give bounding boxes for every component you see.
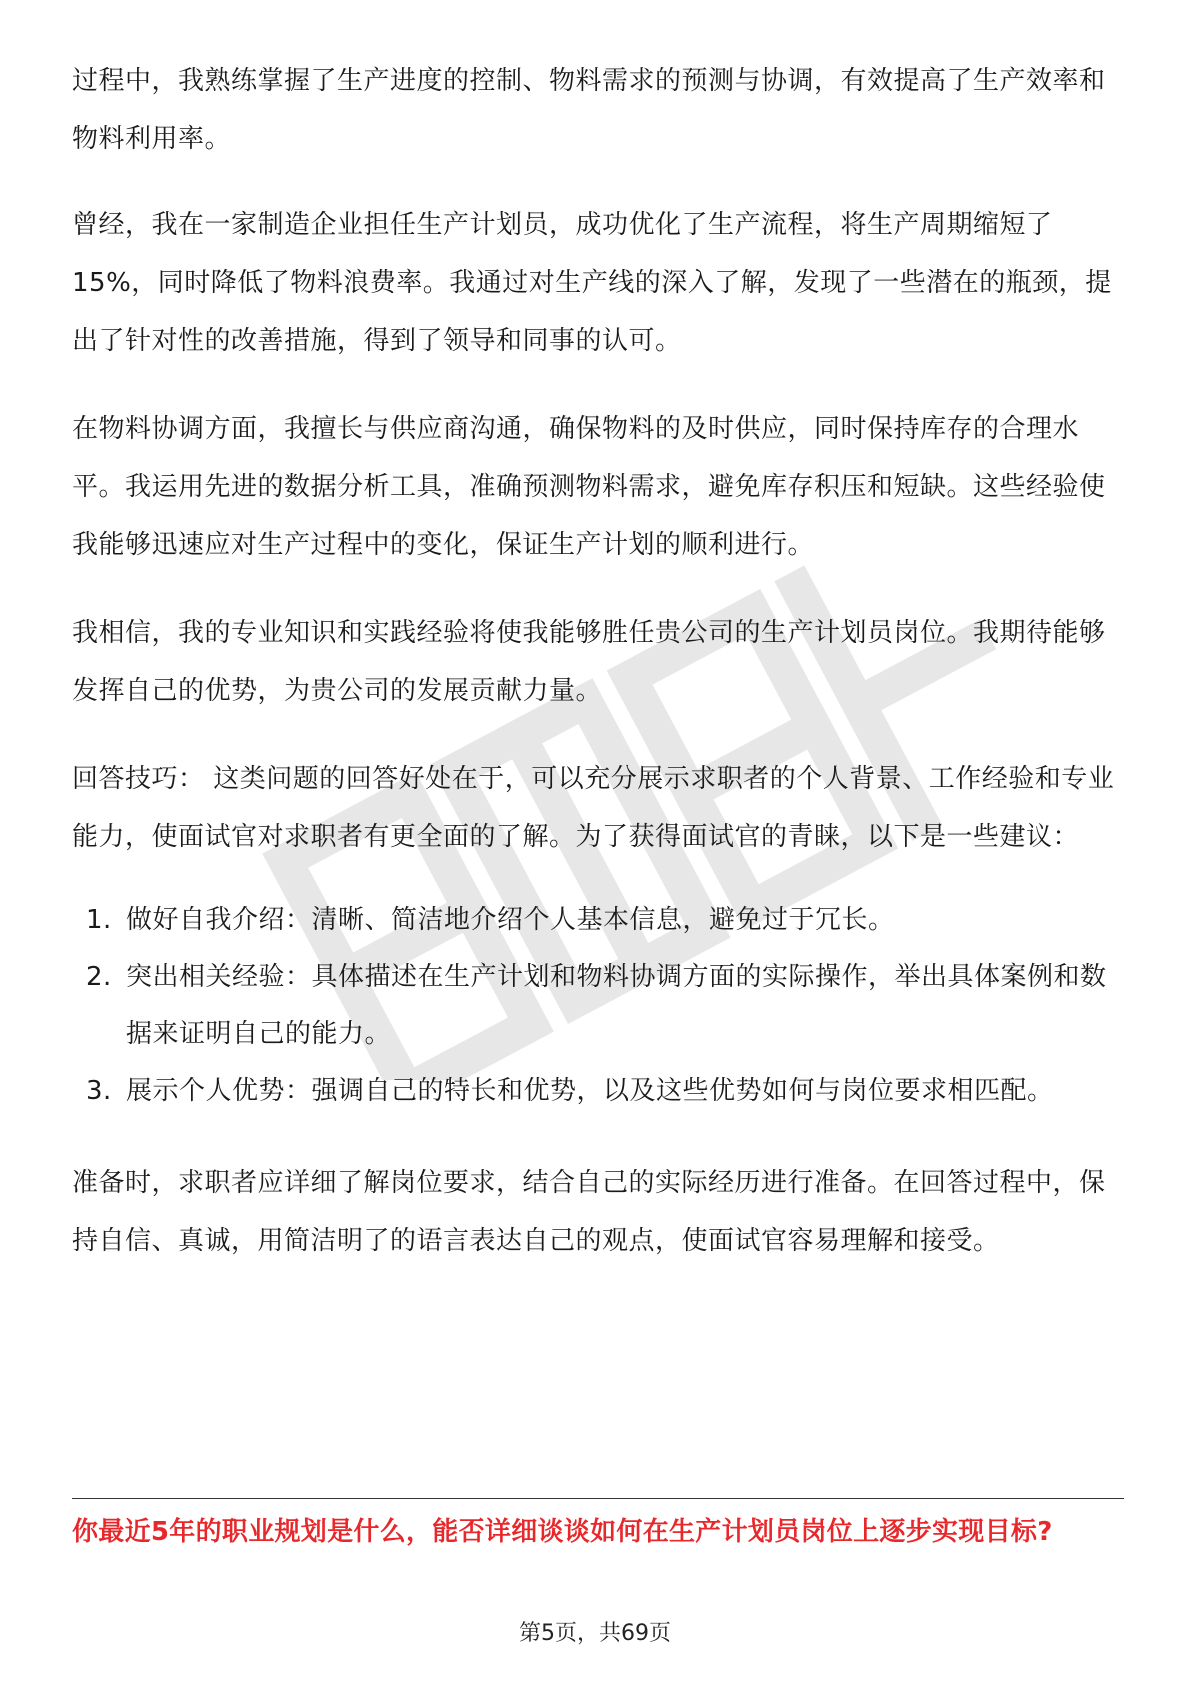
list-item xyxy=(72,892,1122,949)
main-content xyxy=(72,52,1122,1300)
next-question-heading: 你最近5年的职业规划是什么，能否详细谈谈如何在生产计划员岗位上逐步实现目标? xyxy=(72,1517,1053,1547)
list-number: 1. xyxy=(86,905,112,935)
list-item-text: 做好自我介绍：清晰、简洁地介绍个人基本信息，避免过于冗长。 xyxy=(126,905,895,935)
list-item xyxy=(72,949,1122,1063)
list-item xyxy=(72,1063,1122,1120)
section-divider xyxy=(72,1498,1124,1499)
page-number: 第5页，共69页 xyxy=(519,1621,671,1646)
list-number: 2. xyxy=(86,962,112,992)
tips-list xyxy=(72,892,1122,1120)
paragraph-conclusion: 我相信，我的专业知识和实践经验将使我能够胜任贵公司的生产计划员岗位。我期待能够发挥自己的优势，为贵公司的发展贡献力量。 xyxy=(72,618,1106,706)
paragraph-answer-tips: 回答技巧： 这类问题的回答好处在于，可以充分展示求职者的个人背景、工作经验和专业能力，使面试官对求职者有更全面的了解。为了获得面试官的青睐，以下是一些建议： xyxy=(72,764,1115,852)
paragraph-previous-role: 曾经，我在一家制造企业担任生产计划员，成功优化了生产流程，将生产周期缩短了15%，同时降低了物料浪费率。我通过对生产线的深入了解，发现了一些潜在的瓶颈，提出了针对性的改善措施，得到了领导和同事的认可。 xyxy=(72,210,1112,356)
list-number: 3. xyxy=(86,1076,112,1106)
list-item-text: 展示个人优势：强调自己的特长和优势，以及这些优势如何与岗位要求相匹配。 xyxy=(126,1076,1054,1106)
paragraph-experience-intro: 过程中，我熟练掌握了生产进度的控制、物料需求的预测与协调，有效提高了生产效率和物料利用率。 xyxy=(72,66,1106,154)
paragraph-material-coordination: 在物料协调方面，我擅长与供应商沟通，确保物料的及时供应，同时保持库存的合理水平。我运用先进的数据分析工具，准确预测物料需求，避免库存积压和短缺。这些经验使我能够迅速应对生产过程中的变化，保证生产计划的顺利进行。 xyxy=(72,414,1106,560)
paragraph-preparation: 准备时，求职者应详细了解岗位要求，结合自己的实际经历进行准备。在回答过程中，保持自信、真诚，用简洁明了的语言表达自己的观点，使面试官容易理解和接受。 xyxy=(72,1168,1106,1256)
list-item-text: 突出相关经验：具体描述在生产计划和物料协调方面的实际操作，举出具体案例和数据来证明自己的能力。 xyxy=(126,962,1107,1049)
